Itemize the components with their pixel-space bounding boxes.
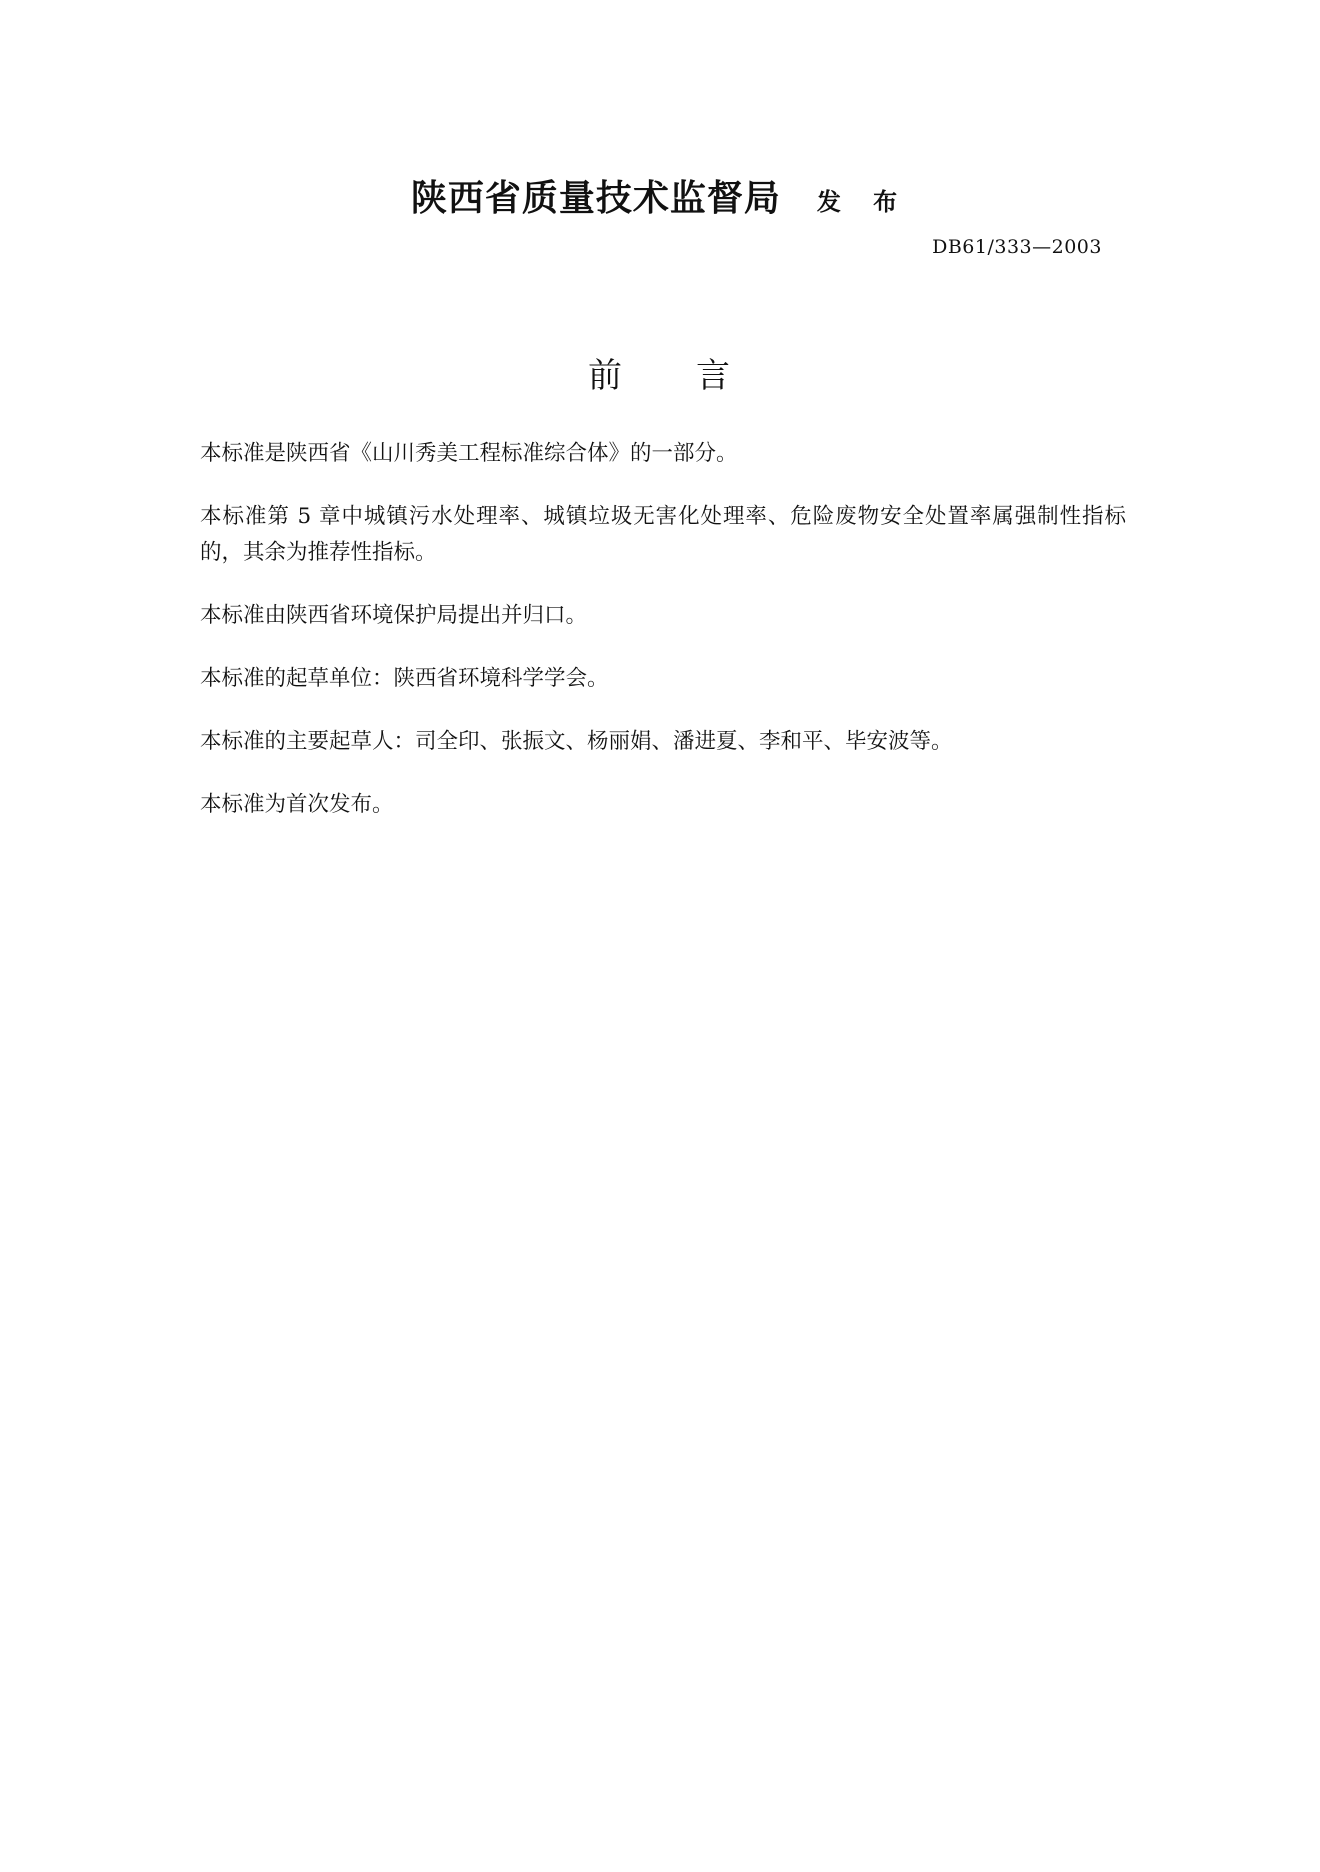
preface-paragraph: 本标准由陕西省环境保护局提出并归口。 xyxy=(200,603,588,628)
preface-paragraph: 本标准的主要起草人：司全印、张振文、杨丽娟、潘进夏、李和平、毕安波等。 xyxy=(200,729,953,754)
document-code: DB61/333—2003 xyxy=(932,236,1102,258)
preface-heading: 前 言 xyxy=(588,356,732,396)
preface-paragraph: 本标准的起草单位：陕西省环境科学学会。 xyxy=(200,666,609,691)
preface-paragraph: 本标准为首次发布。 xyxy=(200,792,394,817)
preface-body xyxy=(200,436,1126,850)
issuer-line xyxy=(0,170,1320,221)
publish-label: 发 布 xyxy=(816,188,910,216)
preface-paragraph: 本标准是陕西省《山川秀美工程标准综合体》的一部分。 xyxy=(200,441,738,466)
preface-paragraph: 本标准第 5 章中城镇污水处理率、城镇垃圾无害化处理率、危险废物安全处置率属强制性指标的，其余为推荐性指标。 xyxy=(200,504,1126,565)
issuer-name: 陕西省质量技术监督局 xyxy=(410,178,781,219)
